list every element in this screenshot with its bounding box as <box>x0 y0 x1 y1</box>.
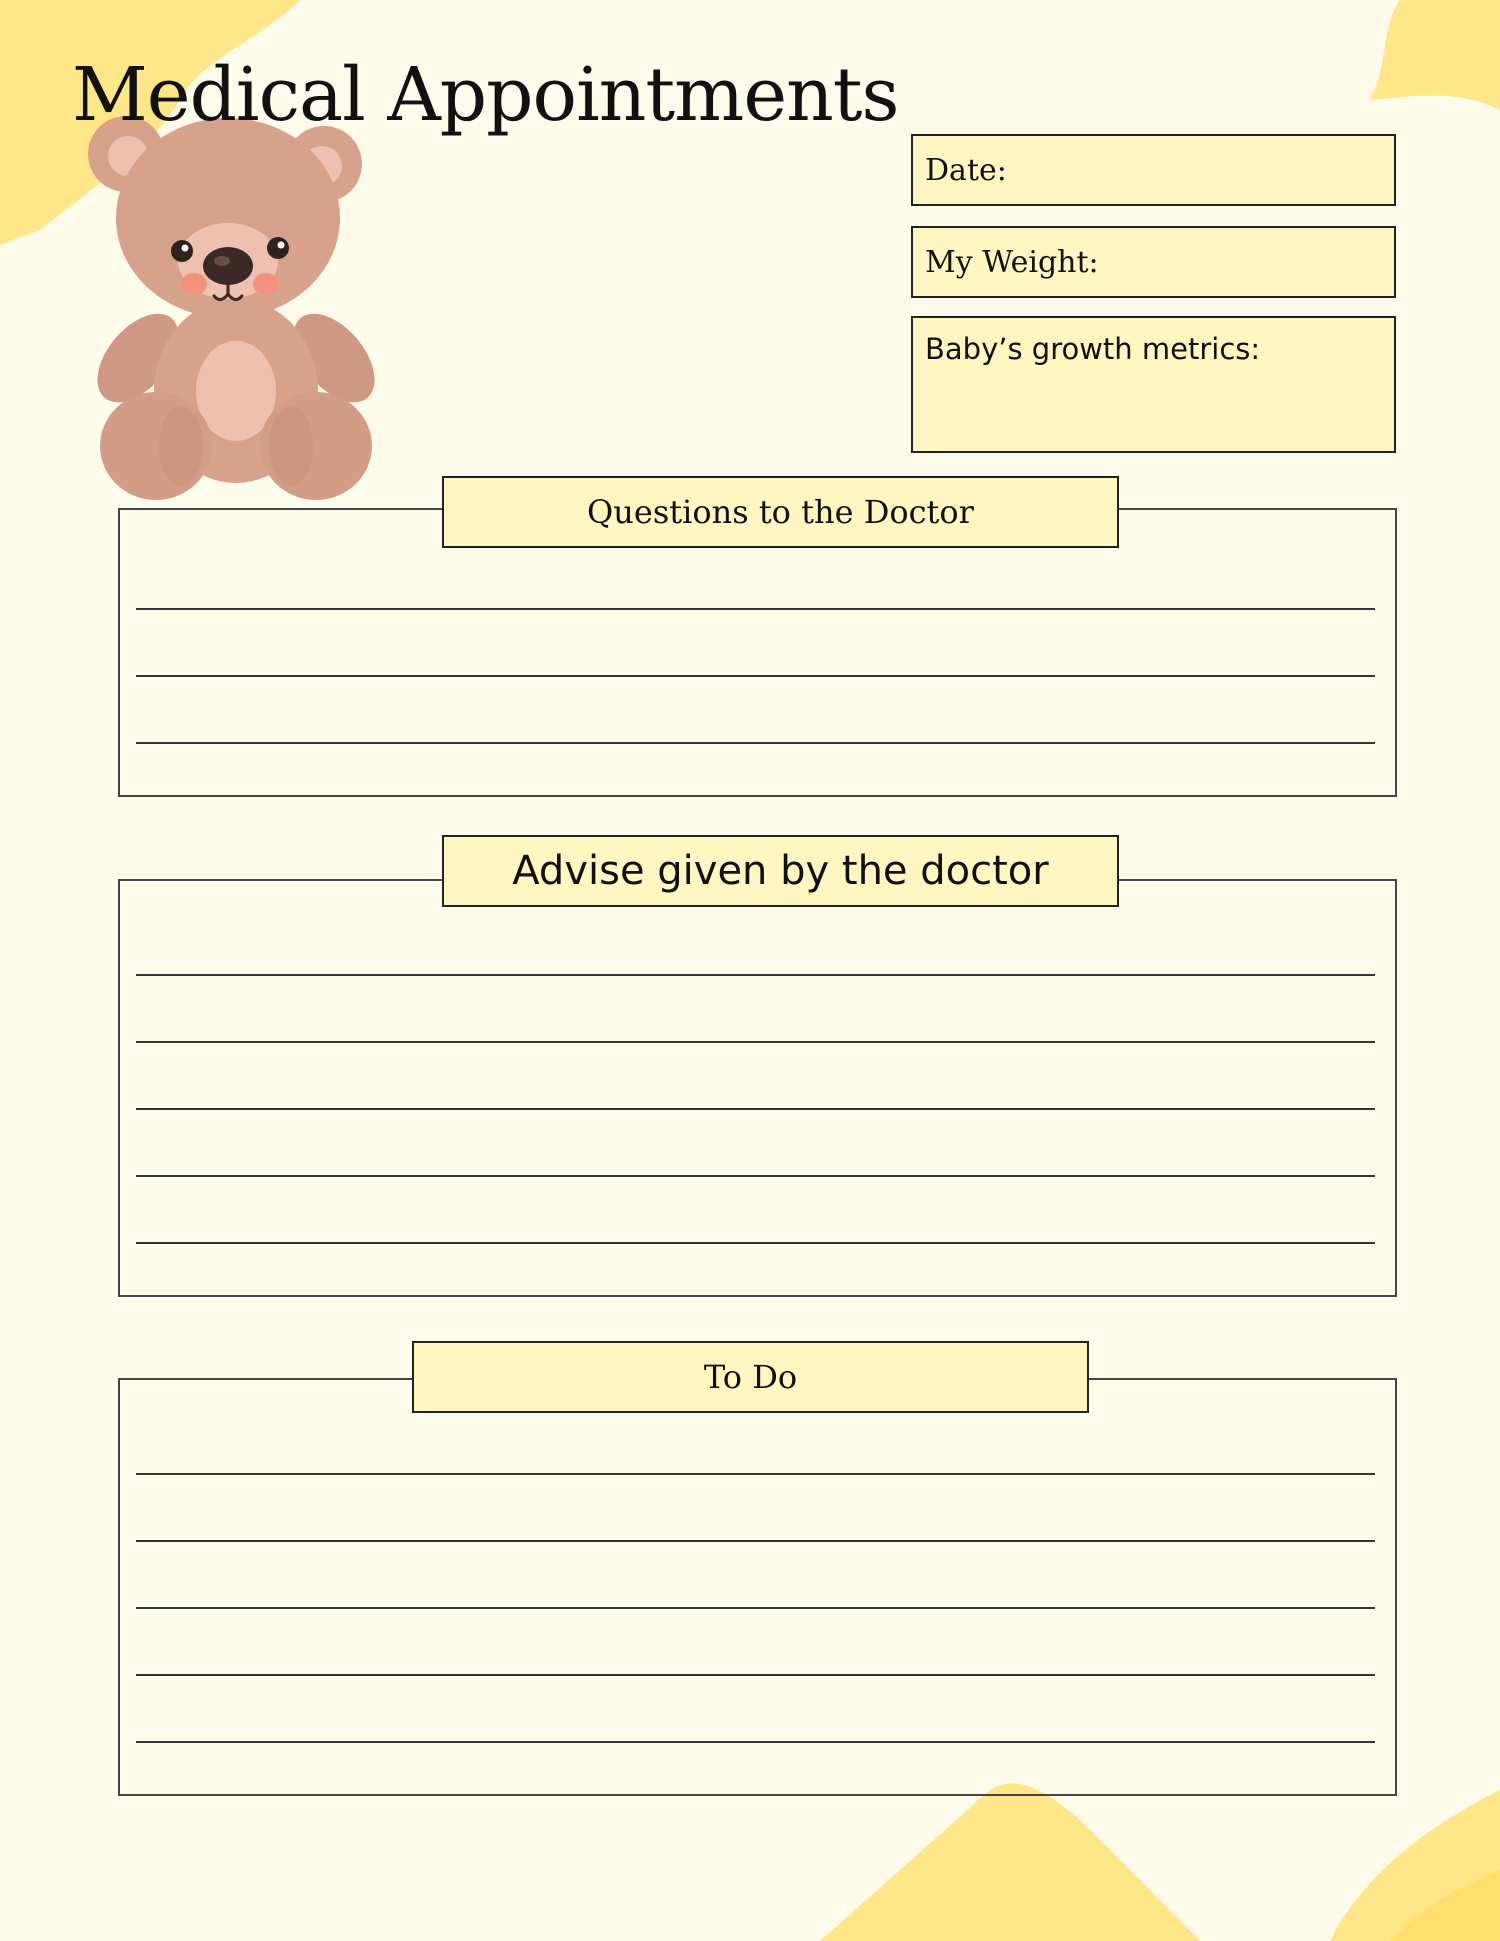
writing-line <box>136 1674 1375 1676</box>
growth-metrics-field[interactable] <box>911 316 1396 453</box>
writing-line <box>136 1607 1375 1609</box>
writing-line <box>136 1540 1375 1542</box>
writing-line <box>136 608 1375 610</box>
writing-line <box>136 974 1375 976</box>
writing-line <box>136 1242 1375 1244</box>
advise-section[interactable] <box>118 879 1397 1297</box>
page-title: Medical Appointments <box>72 52 899 138</box>
todo-header <box>412 1341 1089 1413</box>
date-label: Date: <box>925 152 1007 188</box>
todo-section[interactable] <box>118 1378 1397 1796</box>
weight-label: My Weight: <box>925 244 1099 280</box>
writing-line <box>136 675 1375 677</box>
todo-title: To Do <box>703 1358 798 1396</box>
advise-title: Advise given by the doctor <box>512 848 1049 894</box>
teddy-bear-icon <box>86 116 386 506</box>
date-field[interactable] <box>911 134 1396 206</box>
questions-header <box>442 476 1119 548</box>
growth-metrics-label: Baby’s growth metrics: <box>925 332 1261 366</box>
writing-line <box>136 1108 1375 1110</box>
questions-section[interactable] <box>118 508 1397 797</box>
questions-title: Questions to the Doctor <box>587 493 974 531</box>
writing-line <box>136 742 1375 744</box>
writing-line <box>136 1473 1375 1475</box>
writing-line <box>136 1741 1375 1743</box>
writing-line <box>136 1041 1375 1043</box>
writing-line <box>136 1175 1375 1177</box>
advise-header <box>442 835 1119 907</box>
weight-field[interactable] <box>911 226 1396 298</box>
